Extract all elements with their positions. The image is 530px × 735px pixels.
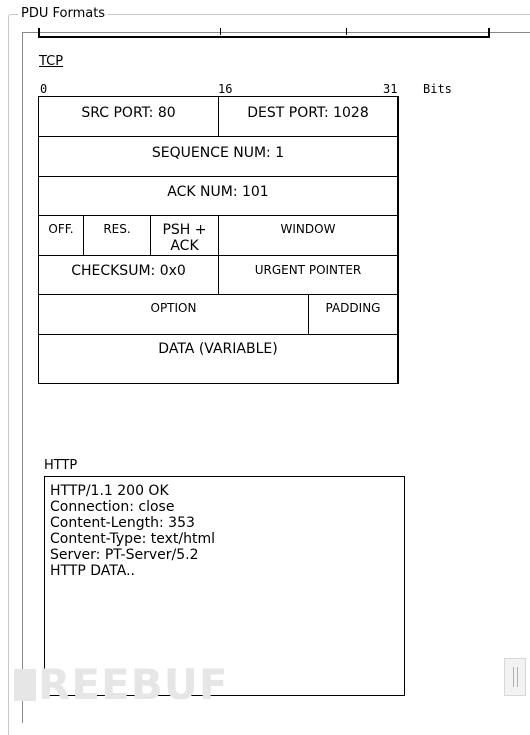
- previous-table-divider: [220, 28, 221, 35]
- tcp-sequence-num: SEQUENCE NUM: 1: [39, 137, 398, 177]
- bit-ruler-end: 31: [383, 82, 398, 96]
- tcp-header-table: [38, 96, 399, 384]
- previous-table-edge: [38, 28, 490, 38]
- http-header-line: Content-Type: text/html: [50, 531, 216, 547]
- http-header-line: Connection: close: [50, 499, 175, 515]
- grip-line: [517, 667, 518, 687]
- bit-ruler-start: 0: [40, 82, 48, 96]
- tcp-padding: PADDING: [309, 295, 398, 335]
- tcp-src-port: SRC PORT: 80: [39, 97, 219, 137]
- bit-ruler-mid: 16: [218, 82, 233, 96]
- http-data-line: HTTP DATA..: [50, 563, 135, 579]
- watermark-logo-icon: [14, 669, 36, 701]
- tcp-window: WINDOW: [219, 216, 398, 256]
- grip-line: [513, 667, 514, 687]
- tcp-reserved: RES.: [84, 216, 151, 256]
- watermark-text: REEBUF: [38, 660, 229, 709]
- tcp-data: DATA (VARIABLE): [39, 335, 398, 383]
- tcp-ack-num: ACK NUM: 101: [39, 177, 398, 216]
- http-header-line: Content-Length: 353: [50, 515, 195, 531]
- http-header-line: Server: PT-Server/5.2: [50, 547, 199, 563]
- group-title: PDU Formats: [18, 6, 108, 21]
- scroll-handle[interactable]: [504, 658, 526, 696]
- tcp-offset: OFF.: [39, 216, 84, 256]
- freebuf-watermark: [14, 660, 229, 709]
- http-status-line: HTTP/1.1 200 OK: [50, 483, 169, 499]
- tcp-dest-port: DEST PORT: 1028: [219, 97, 398, 137]
- tcp-flags: PSH + ACK: [151, 216, 219, 256]
- previous-table-divider: [346, 28, 347, 35]
- http-section-title: HTTP: [44, 458, 78, 473]
- tcp-section-title: TCP: [39, 54, 64, 69]
- tcp-checksum: CHECKSUM: 0x0: [39, 256, 219, 295]
- tcp-urgent-pointer: URGENT POINTER: [219, 256, 398, 295]
- bit-ruler-unit: Bits: [423, 82, 452, 96]
- tcp-option: OPTION: [39, 295, 309, 335]
